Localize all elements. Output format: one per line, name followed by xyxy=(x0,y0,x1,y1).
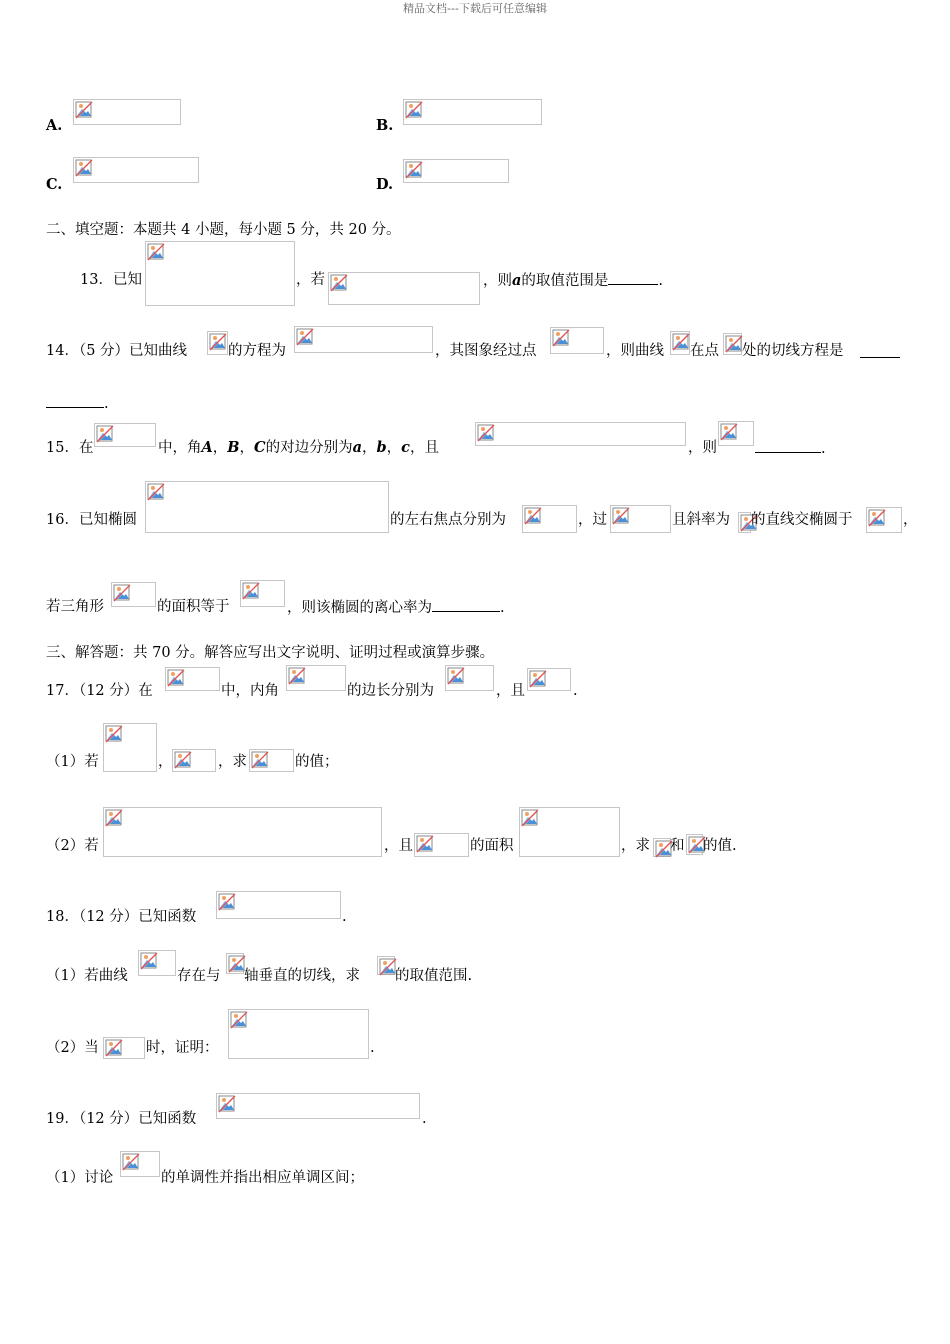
q17-part2-formula-4 xyxy=(653,838,671,857)
q17-part2-text-3: ，求 xyxy=(621,838,650,854)
broken-image-icon xyxy=(209,333,227,351)
q14-answer-blank-2[interactable] xyxy=(46,393,104,408)
q18-part1-lead: （1）若曲线 xyxy=(46,968,128,984)
q18-part1-text-3: 的取值范围. xyxy=(395,968,473,984)
q14-text-1: 的方程为 xyxy=(228,343,286,359)
q17-part2-lead: （2）若 xyxy=(46,838,99,854)
q16-line2-lead: 若三角形 xyxy=(46,599,104,615)
q16-formula-5 xyxy=(866,507,902,533)
q15-sides: 的对边分别为 xyxy=(265,440,353,456)
q13-lead: 13．已知 xyxy=(80,272,142,288)
broken-image-icon xyxy=(242,582,260,600)
q17-lead: 17．（12 分）在 xyxy=(46,683,153,699)
broken-image-icon xyxy=(147,243,165,261)
broken-image-icon xyxy=(251,751,269,769)
q13-variable: a xyxy=(512,272,522,289)
broken-image-icon xyxy=(330,274,348,292)
q19-part1-lead: （1）讨论 xyxy=(46,1170,114,1186)
q17-formula-2 xyxy=(286,665,346,691)
page-header: 精品文档---下载后可任意编辑 xyxy=(403,2,547,15)
q14-period: . xyxy=(104,396,109,412)
broken-image-icon xyxy=(447,667,465,685)
broken-image-icon xyxy=(416,835,434,853)
broken-image-icon xyxy=(296,328,314,346)
option-b-image xyxy=(403,99,542,125)
q17-part2-formula-3 xyxy=(519,807,620,857)
q15-b: b xyxy=(376,439,387,456)
q17-formula-3 xyxy=(445,665,494,691)
q19-part1-text-1: 的单调性并指出相应单调区间； xyxy=(161,1170,364,1186)
q17-formula-1 xyxy=(165,667,220,691)
q13-answer-blank[interactable] xyxy=(608,270,658,285)
q16-text-1: 的左右焦点分别为 xyxy=(390,512,506,528)
q17-period: . xyxy=(573,683,578,699)
broken-image-icon xyxy=(612,507,630,525)
broken-image-icon xyxy=(218,893,236,911)
q17-text-1: 中，内角 xyxy=(221,683,279,699)
broken-image-icon xyxy=(75,101,93,119)
q18-part2-period: . xyxy=(370,1040,375,1056)
q15-sep4: ， xyxy=(386,440,402,456)
q15-formula-3 xyxy=(718,421,754,446)
q17-part1-text-3: 的值； xyxy=(295,754,339,770)
broken-image-icon xyxy=(405,101,423,119)
q14-formula-2 xyxy=(294,326,433,353)
broken-image-icon xyxy=(672,333,690,351)
q17-part2-formula-5 xyxy=(686,834,703,855)
q19-period: . xyxy=(422,1111,427,1127)
q14-text-4: 在点 xyxy=(690,343,719,359)
q14-formula-1 xyxy=(207,331,228,355)
broken-image-icon xyxy=(75,159,93,177)
q18-part1-text-2: 轴垂直的切线，求 xyxy=(244,968,360,984)
broken-image-icon xyxy=(147,483,165,501)
q16-formula-7 xyxy=(240,580,285,607)
q16-formula-1 xyxy=(145,481,389,533)
option-a-image xyxy=(73,99,181,125)
q16-line2-text-2 xyxy=(287,597,505,618)
broken-image-icon xyxy=(725,335,743,353)
q15-sep3: ， xyxy=(361,440,377,456)
q18-formula-1 xyxy=(216,891,341,919)
broken-image-icon xyxy=(122,1153,140,1171)
q13-formula-1 xyxy=(145,241,295,306)
q13-range: 的取值范围是 xyxy=(521,273,609,289)
q15-A: A xyxy=(201,439,213,456)
broken-image-icon xyxy=(218,1095,236,1113)
q15-angle: 中，角 xyxy=(158,440,202,456)
broken-image-icon xyxy=(868,509,886,527)
q14-text-2: ，其图象经过点 xyxy=(435,343,537,359)
q17-part1-text-2: ，求 xyxy=(218,754,247,770)
q19-part1-formula-1 xyxy=(120,1151,160,1177)
broken-image-icon xyxy=(113,584,131,602)
q18-period: . xyxy=(342,909,347,925)
q15-text-2: ，则 xyxy=(688,440,717,456)
q16-text-4: 的直线交椭圆于 xyxy=(751,512,853,528)
q17-part1-lead: （1）若 xyxy=(46,754,99,770)
q15-formula-1 xyxy=(94,423,156,447)
q17-part2-text-5: 的值. xyxy=(703,838,737,854)
q15-formula-2 xyxy=(475,422,686,446)
q16-formula-4 xyxy=(738,512,751,533)
q14-text-5: 处的切线方程是 xyxy=(742,343,844,359)
q17-part2-text-2: 的面积 xyxy=(470,838,514,854)
option-d-image xyxy=(403,159,509,183)
q16-eccentricity: ，则该椭圆的离心率为 xyxy=(287,600,432,616)
q17-part2-formula-2 xyxy=(414,833,469,857)
broken-image-icon xyxy=(96,425,114,443)
q15-text-1 xyxy=(158,438,439,458)
q18-part1-formula-1 xyxy=(138,950,176,976)
q17-part2-text-1: ，且 xyxy=(384,838,413,854)
q15-period: . xyxy=(821,441,826,457)
q17-part1-formula-3 xyxy=(249,749,294,772)
q17-part1-text-1: ， xyxy=(158,754,173,770)
q17-part2-formula-1 xyxy=(103,807,382,857)
q14-lead: 14．（5 分）已知曲线 xyxy=(46,343,188,359)
q14-formula-4 xyxy=(670,331,690,355)
q15-answer-blank[interactable] xyxy=(755,438,821,453)
broken-image-icon xyxy=(552,329,570,347)
q14-formula-3 xyxy=(550,327,604,354)
q16-formula-2 xyxy=(522,505,577,533)
q15-sep1: ， xyxy=(212,440,228,456)
broken-image-icon xyxy=(140,952,158,970)
q18-part1-text-1: 存在与 xyxy=(177,968,221,984)
q16-text-2: ，过 xyxy=(578,512,607,528)
q17-part2-text-4: 和 xyxy=(670,838,685,854)
q18-part2-formula-2 xyxy=(228,1009,369,1059)
option-c-label: C. xyxy=(46,176,63,193)
broken-image-icon xyxy=(105,809,123,827)
q15-C: C xyxy=(254,439,266,456)
option-d-label: D. xyxy=(376,176,394,193)
broken-image-icon xyxy=(405,161,423,179)
q15-sep2: ， xyxy=(239,440,255,456)
broken-image-icon xyxy=(521,809,539,827)
q18-lead: 18．（12 分）已知函数 xyxy=(46,909,197,925)
q18-part1-formula-2 xyxy=(226,953,244,974)
q19-formula-1 xyxy=(216,1093,420,1119)
q18-part2-lead: （2）当 xyxy=(46,1040,99,1056)
q13-then: ，则 xyxy=(483,273,512,289)
q18-part2-formula-1 xyxy=(103,1037,145,1059)
q14-answer-blank-1[interactable] xyxy=(860,343,900,358)
q17-text-2: 的边长分别为 xyxy=(347,683,434,699)
q13-text-2 xyxy=(483,270,663,291)
q17-part1-formula-1 xyxy=(103,723,157,772)
broken-image-icon xyxy=(174,751,192,769)
q17-part1-formula-2 xyxy=(172,749,216,772)
broken-image-icon xyxy=(477,424,495,442)
q17-formula-4 xyxy=(527,668,571,691)
q15-a: a xyxy=(352,439,362,456)
q14-line-2 xyxy=(46,393,109,414)
q17-text-3: ，且 xyxy=(496,683,525,699)
section-2-heading: 二、填空题：本题共 4 小题，每小题 5 分，共 20 分。 xyxy=(46,222,401,238)
q16-answer-blank[interactable] xyxy=(432,597,500,612)
broken-image-icon xyxy=(720,423,738,441)
q18-part2-text-1: 时，证明： xyxy=(146,1040,219,1056)
broken-image-icon xyxy=(105,1039,123,1057)
q14-formula-5 xyxy=(723,333,742,355)
broken-image-icon xyxy=(105,725,123,743)
q19-lead: 19．（12 分）已知函数 xyxy=(46,1111,197,1127)
q15-lead: 15．在 xyxy=(46,440,94,456)
q13-text-1: ，若 xyxy=(296,272,325,288)
q13-period: . xyxy=(658,273,664,289)
q16-formula-6 xyxy=(111,582,156,607)
option-b-label: B. xyxy=(376,117,394,134)
q16-formula-3 xyxy=(610,505,671,533)
q13-formula-2 xyxy=(328,272,480,305)
q16-text-3: 且斜率为 xyxy=(672,512,730,528)
q15-B: B xyxy=(227,439,240,456)
broken-image-icon xyxy=(167,669,185,687)
q15-and: ，且 xyxy=(409,440,439,456)
q16-period: . xyxy=(500,600,505,616)
q15-c: c xyxy=(401,439,410,456)
q16-line2-text-1: 的面积等于 xyxy=(157,599,230,615)
broken-image-icon xyxy=(529,670,547,688)
broken-image-icon xyxy=(524,507,542,525)
broken-image-icon xyxy=(288,667,306,685)
q16-text-5: ， xyxy=(903,512,918,528)
q14-text-3: ，则曲线 xyxy=(606,343,664,359)
q16-lead: 16．已知椭圆 xyxy=(46,512,137,528)
broken-image-icon xyxy=(230,1011,248,1029)
section-3-heading: 三、解答题：共 70 分。解答应写出文字说明、证明过程或演算步骤。 xyxy=(46,645,495,661)
q18-part1-formula-3 xyxy=(377,956,395,975)
q15-blank-line xyxy=(755,438,826,459)
option-a-label: A. xyxy=(46,117,63,134)
option-c-image xyxy=(73,157,199,183)
